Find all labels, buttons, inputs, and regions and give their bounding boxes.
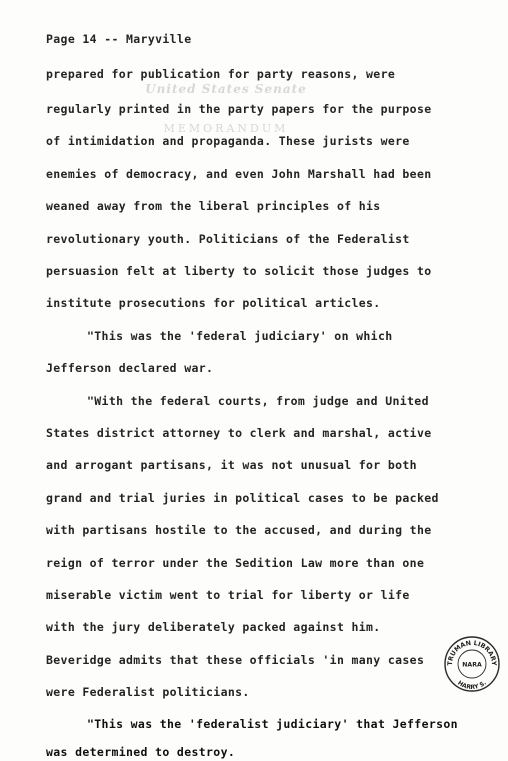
page-header: Page 14 -- Maryville bbox=[46, 32, 192, 46]
truman-library-stamp bbox=[442, 634, 502, 694]
text-line-10: Jefferson declared war. bbox=[46, 361, 214, 375]
text-line-17: miserable victim went to trial for liberty or life bbox=[46, 588, 410, 602]
text-line-8: institute prosecutions for political articles. bbox=[46, 296, 381, 310]
text-line-5: weaned away from the liberal principles of his bbox=[46, 199, 381, 213]
text-line-19: Beveridge admits that these officials 'in many cases bbox=[46, 653, 425, 667]
text-line-4: enemies of democracy, and even John Marshall had been bbox=[46, 167, 432, 181]
text-line-1: prepared for publication for party reasons, were bbox=[46, 67, 396, 81]
watermark-line-2: MEMORANDUM bbox=[163, 122, 289, 135]
text-line-3: of intimidation and propaganda. These jurists were bbox=[46, 134, 410, 148]
text-line-7: persuasion felt at liberty to solicit those judges to bbox=[46, 264, 432, 278]
text-line-2: regularly printed in the party papers for the purpose bbox=[46, 102, 432, 116]
text-line-15: with partisans hostile to the accused, and during the bbox=[46, 523, 432, 537]
text-line-9: "This was the 'federal judiciary' on which bbox=[87, 329, 393, 343]
text-line-20: were Federalist politicians. bbox=[46, 685, 250, 699]
text-line-13: and arrogant partisans, it was not unusual for both bbox=[46, 458, 417, 472]
stamp-bottom-text: HARRY S. bbox=[456, 679, 488, 692]
text-line-22: was determined to destroy. bbox=[46, 745, 236, 759]
text-line-18: with the jury deliberately packed against him. bbox=[46, 620, 381, 634]
text-line-16: reign of terror under the Sedition Law more than one bbox=[46, 556, 425, 570]
text-line-14: grand and trial juries in political cases to be packed bbox=[46, 491, 439, 505]
text-line-6: revolutionary youth. Politicians of the Federalist bbox=[46, 232, 410, 246]
text-line-12: States district attorney to clerk and marshal, active bbox=[46, 426, 432, 440]
text-line-11: "With the federal courts, from judge and United bbox=[87, 394, 429, 408]
stamp-top-text: TRUMAN LIBRARY bbox=[445, 638, 499, 666]
watermark-line-1: United States Senate bbox=[145, 82, 307, 96]
stamp-middle-text: NARA bbox=[462, 661, 482, 669]
text-line-21: "This was the 'federalist judiciary' that Jefferson bbox=[87, 717, 458, 731]
